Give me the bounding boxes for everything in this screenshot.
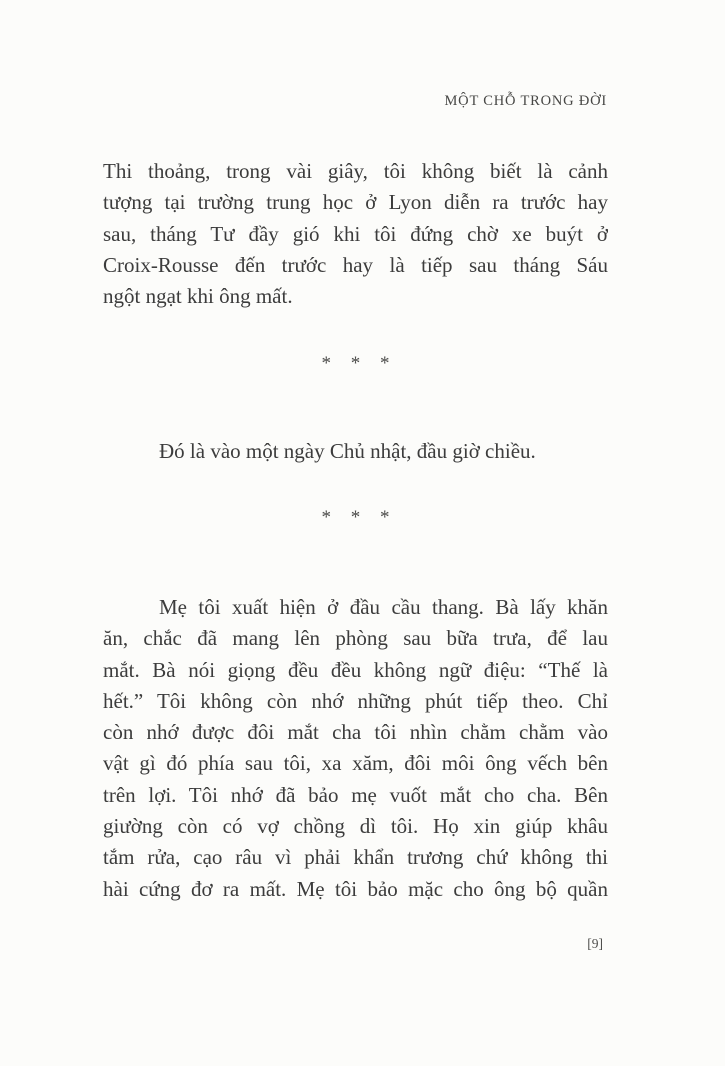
text-line: tắm rửa, cạo râu vì phải khẩn trương chứ không thi bbox=[103, 845, 608, 870]
text-line: mắt. Bà nói giọng đều đều không ngữ điệu: “Thế là bbox=[103, 657, 608, 682]
section-separator: * * * bbox=[321, 353, 390, 374]
text-line: Croix-Rousse đến trước hay là tiếp sau tháng Sáu bbox=[103, 252, 608, 277]
running-head: MỘT CHỖ TRONG ĐỜI bbox=[444, 93, 607, 109]
paragraph-mother bbox=[103, 592, 608, 905]
text-line: Mẹ tôi xuất hiện ở đầu cầu thang. Bà lấy khăn bbox=[159, 595, 608, 619]
text-line: còn nhớ được đôi mắt cha tôi nhìn chằm chằm vào bbox=[103, 720, 608, 745]
page-number: [9] bbox=[587, 936, 603, 951]
text-line: Thi thoảng, trong vài giây, tôi không biết là cảnh bbox=[103, 159, 608, 183]
text-line: ngột ngạt khi ông mất. bbox=[103, 284, 293, 309]
text-line: hết.” Tôi không còn nhớ những phút tiếp theo. Chỉ bbox=[103, 688, 608, 713]
text-line: tượng tại trường trung học ở Lyon diễn ra trước hay bbox=[103, 190, 608, 215]
text-line: ăn, chắc đã mang lên phòng sau bữa trưa, để lau bbox=[103, 626, 608, 651]
text-line: sau, tháng Tư đầy gió khi tôi đứng chờ xe buýt ở bbox=[103, 221, 608, 246]
text-line: giường còn có vợ chồng dì tôi. Họ xin giúp khâu bbox=[103, 814, 608, 839]
text-line: vật gì đó phía sau tôi, xa xăm, đôi môi ông vếch bên bbox=[103, 751, 608, 776]
section-separator: * * * bbox=[321, 507, 390, 528]
text-line: hài cứng đơ ra mất. Mẹ tôi bảo mặc cho ông bộ quần bbox=[103, 876, 608, 901]
text-line: Đó là vào một ngày Chủ nhật, đầu giờ chiều. bbox=[159, 439, 536, 463]
paragraph-sunday bbox=[103, 436, 608, 467]
paragraph-opening bbox=[103, 156, 608, 312]
text-line: trên lợi. Tôi nhớ đã bảo mẹ vuốt mắt cho cha. Bên bbox=[103, 782, 608, 807]
